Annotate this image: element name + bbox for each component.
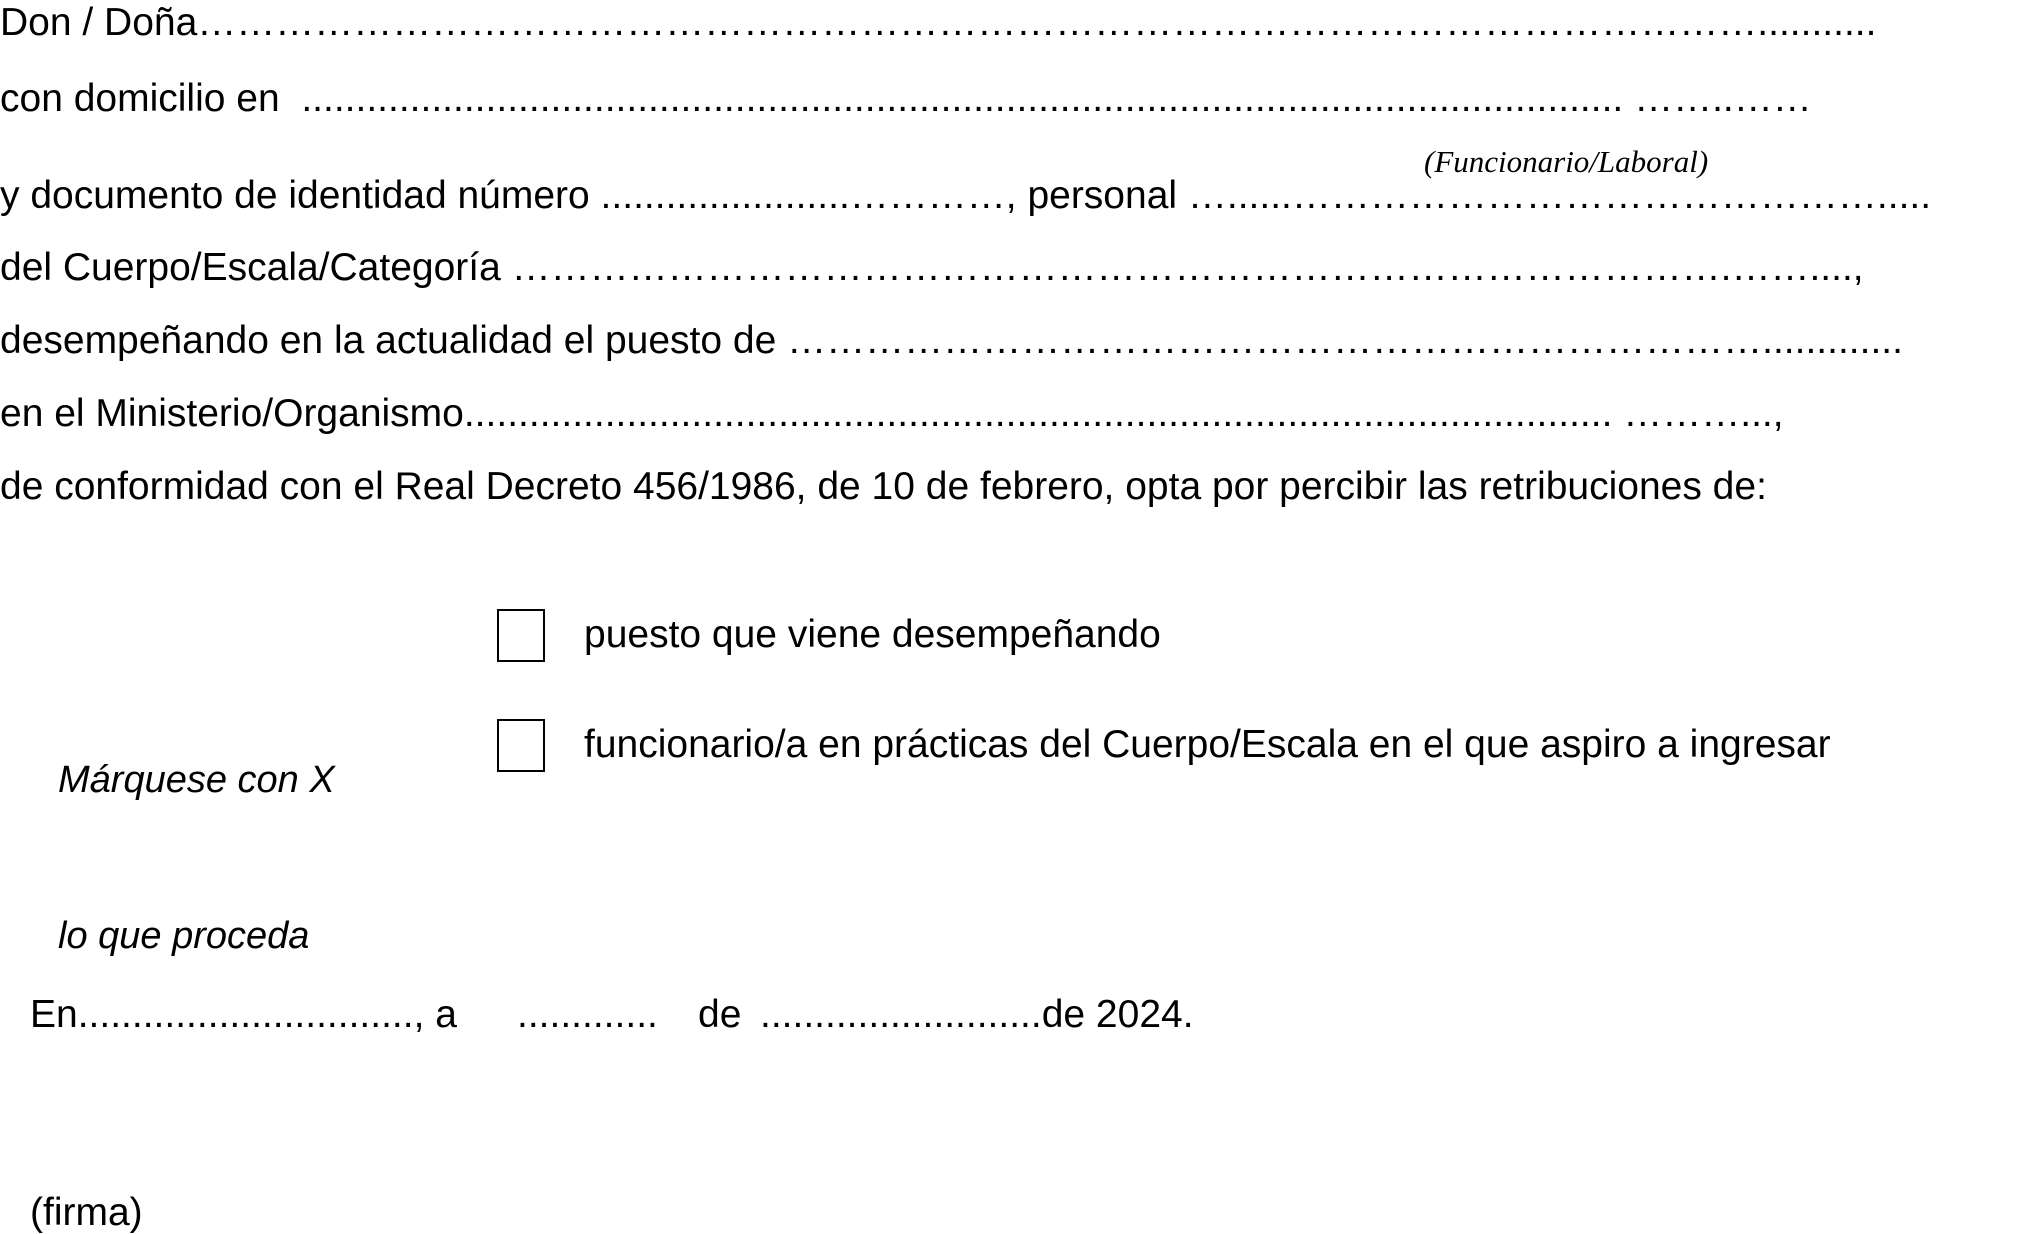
form-field-ministerio[interactable]: en el Ministerio/Organismo.......................................................................................................... ………..., (0, 392, 1784, 435)
form-field-puesto[interactable]: desempeñando en la actualidad el puesto de …………………………………………………………………............. (0, 319, 1903, 362)
option2-label: funcionario/a en prácticas del Cuerpo/Escala en el que aspiro a ingresar (584, 723, 1831, 766)
date-day-field[interactable]: ............. (517, 993, 658, 1036)
instruction-line-2: lo que proceda (58, 915, 310, 957)
instruction-text (58, 650, 335, 1014)
instruction-line-1: Márquese con X (58, 759, 335, 801)
date-month-year-field[interactable]: ..........................de 2024. (760, 993, 1194, 1036)
personal-type-note: (Funcionario/Laboral) (1424, 144, 1709, 179)
option1-label: puesto que viene desempeñando (584, 613, 1161, 656)
signature-label: (firma) (30, 1191, 143, 1234)
form-field-domicile[interactable]: con domicilio en .......................................................................................................................... ……..…… (0, 77, 1812, 120)
date-de-label: de (698, 993, 742, 1036)
form-field-document-and-personal[interactable]: y documento de identidad número .......................…………, personal …......………………………………………..... (0, 174, 1932, 217)
form-field-cuerpo[interactable]: del Cuerpo/Escala/Categoría ………………………………………………………………………………….……...., (0, 246, 1864, 289)
option2-checkbox[interactable] (497, 719, 545, 772)
form-field-name[interactable]: Don / Doña…………………………………………………………………………………………………………........... (0, 1, 1877, 44)
date-place-field[interactable]: En..............................., a (30, 993, 457, 1036)
option1-checkbox[interactable] (497, 609, 545, 662)
decreto-statement: de conformidad con el Real Decreto 456/1986, de 10 de febrero, opta por percibir las retribuciones de: (0, 465, 1767, 508)
